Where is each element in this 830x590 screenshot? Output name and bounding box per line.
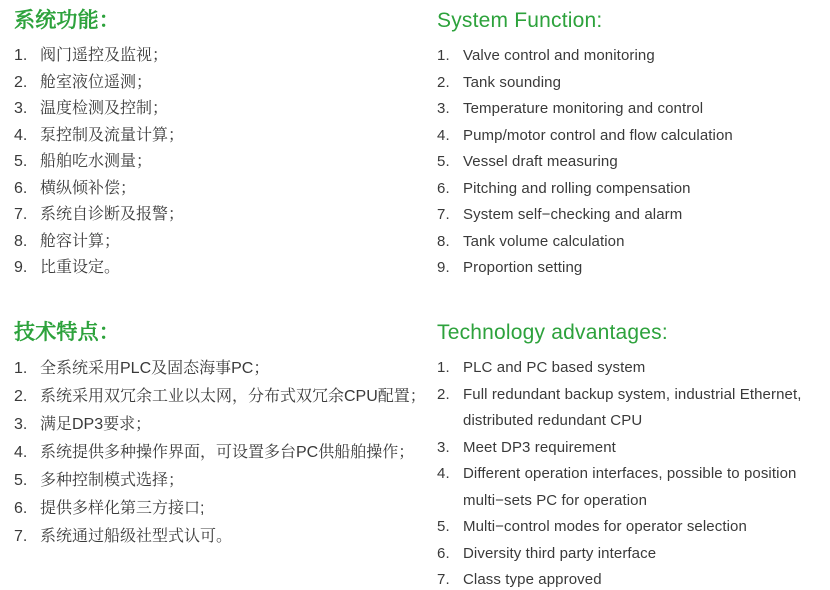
- list-item: [437, 435, 830, 462]
- list-item: [437, 514, 830, 541]
- item-text: Valve control and monitoring: [463, 47, 655, 64]
- item-number: 4.: [14, 444, 28, 461]
- item-number: 9.: [437, 259, 450, 276]
- item-text: 系统自诊断及报警；: [40, 206, 185, 223]
- item-text: 全系统采用PLC及固态海事PC；: [40, 360, 270, 377]
- item-text: 舱室液位遥测；: [40, 73, 153, 91]
- list-item: [14, 411, 429, 439]
- item-number: 3.: [437, 100, 450, 117]
- list-item: [14, 149, 429, 176]
- list-item: [14, 96, 429, 123]
- item-text: 系统提供多种操作界面，可设置多台PC供船舶操作；: [40, 444, 415, 461]
- item-text: Vessel draft measuring: [463, 153, 618, 170]
- list-item: [437, 355, 830, 382]
- item-number: 3.: [14, 100, 28, 117]
- list-item: [437, 176, 830, 203]
- item-number: 4.: [437, 126, 450, 144]
- item-number: 6.: [437, 544, 450, 562]
- list-item: [14, 176, 429, 203]
- item-number: 5.: [437, 518, 450, 535]
- item-number: 7.: [437, 206, 450, 223]
- list-item: [14, 439, 429, 467]
- section-system-function-cn: [14, 8, 429, 282]
- list-item: [437, 255, 830, 282]
- item-text: 船舶吃水测量；: [40, 153, 153, 170]
- item-number: 1.: [14, 360, 28, 377]
- item-number: 6.: [14, 500, 28, 517]
- item-text: 泵控制及流量计算；: [40, 126, 185, 144]
- list-item: [14, 495, 429, 523]
- item-text: Temperature monitoring and control: [463, 100, 704, 117]
- list-item: [437, 43, 830, 70]
- list-item: [437, 461, 830, 514]
- list-item: [14, 202, 429, 229]
- list-item: [437, 96, 830, 123]
- item-number: 6.: [437, 179, 450, 197]
- item-text: 系统采用双冗余工业以太网，分布式双冗余CPU配置；: [40, 388, 426, 405]
- item-text: Different operation interfaces, possible to position multi−sets PC for operation: [463, 465, 797, 509]
- list-item: [14, 43, 429, 70]
- item-number: 6.: [14, 179, 28, 197]
- item-number: 7.: [437, 571, 450, 588]
- item-number: 4.: [14, 126, 28, 144]
- item-number: 8.: [437, 232, 450, 250]
- list-item: [437, 229, 830, 256]
- list-item: [437, 149, 830, 176]
- list-item: [14, 255, 429, 282]
- item-number: 8.: [14, 232, 28, 250]
- item-text: Full redundant backup system, industrial Ethernet, distributed redundant CPU: [463, 385, 802, 429]
- list-item: [437, 202, 830, 229]
- item-number: 7.: [14, 206, 28, 223]
- item-number: 1.: [437, 47, 450, 64]
- item-text: 满足DP3要求；: [40, 416, 152, 433]
- list-tech-features-cn: [14, 355, 429, 551]
- heading-tech-features-cn: 技术特点：: [14, 321, 120, 344]
- list-tech-advantages-en: [437, 355, 830, 590]
- item-text: 系统通过船级社型式认可。: [40, 528, 233, 545]
- list-item: [437, 123, 830, 150]
- item-number: 1.: [14, 47, 28, 64]
- list-item: [437, 70, 830, 97]
- item-text: 横纵倾补偿；: [40, 179, 137, 197]
- list-item: [14, 523, 429, 551]
- item-text: Tank sounding: [463, 73, 562, 91]
- item-number: 3.: [14, 416, 28, 433]
- list-item: [14, 123, 429, 150]
- section-system-function-en: [437, 8, 830, 282]
- section-tech-advantages-en: [437, 320, 830, 590]
- item-text: Tank volume calculation: [463, 232, 625, 250]
- item-number: 2.: [14, 388, 28, 405]
- list-item: [14, 467, 429, 495]
- item-number: 1.: [437, 359, 450, 376]
- item-text: Meet DP3 requirement: [463, 438, 616, 456]
- item-number: 3.: [437, 438, 450, 456]
- item-text: Multi−control modes for operator selection: [463, 518, 747, 535]
- item-number: 5.: [14, 472, 28, 489]
- section-tech-features-cn: [14, 320, 429, 551]
- item-text: 温度检测及控制；: [40, 100, 169, 117]
- item-text: Diversity third party interface: [463, 544, 657, 562]
- heading-tech-advantages-en: Technology advantages:: [437, 321, 668, 344]
- list-item: [437, 541, 830, 568]
- item-number: 5.: [14, 153, 28, 170]
- list-item: [14, 383, 429, 411]
- item-text: Class type approved: [463, 571, 602, 588]
- item-text: 提供多样化第三方接口;: [40, 500, 205, 517]
- item-number: 2.: [14, 73, 28, 91]
- item-text: Pump/motor control and flow calculation: [463, 126, 733, 144]
- item-text: Pitching and rolling compensation: [463, 179, 691, 197]
- list-item: [14, 70, 429, 97]
- item-number: 2.: [437, 385, 450, 403]
- item-text: 多种控制模式选择；: [40, 472, 185, 489]
- item-text: 舱容计算；: [40, 232, 121, 250]
- heading-system-function-cn: 系统功能：: [14, 9, 120, 32]
- list-item: [14, 355, 429, 383]
- list-system-function-en: [437, 43, 830, 282]
- list-system-function-cn: [14, 43, 429, 282]
- item-number: 5.: [437, 153, 450, 170]
- item-text: 阀门遥控及监视；: [40, 47, 169, 64]
- list-item: [437, 567, 830, 590]
- item-number: 7.: [14, 528, 28, 545]
- list-item: [14, 229, 429, 256]
- item-text: 比重设定。: [40, 259, 121, 276]
- item-text: PLC and PC based system: [463, 359, 646, 376]
- item-number: 2.: [437, 73, 450, 91]
- list-item: [437, 382, 830, 435]
- item-text: System self−checking and alarm: [463, 206, 683, 223]
- item-number: 9.: [14, 259, 28, 276]
- item-number: 4.: [437, 465, 450, 482]
- heading-system-function-en: System Function:: [437, 9, 603, 32]
- item-text: Proportion setting: [463, 259, 583, 276]
